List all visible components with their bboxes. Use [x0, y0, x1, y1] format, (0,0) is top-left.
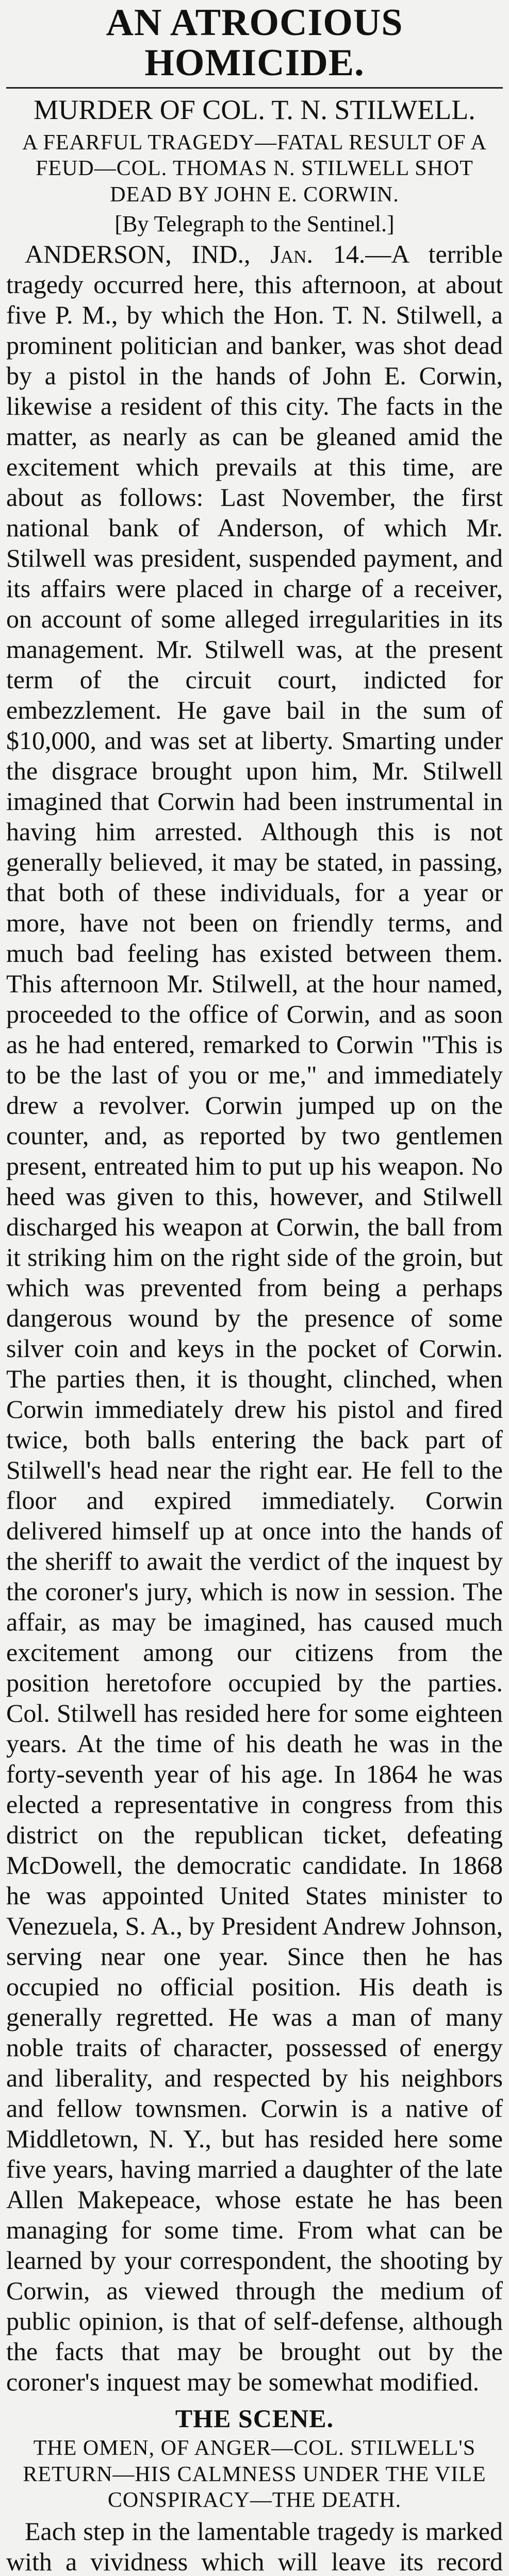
section-title: THE SCENE. — [175, 2404, 334, 2433]
article-byline: [By Telegraph to the Sentinel.] — [114, 211, 395, 237]
article-paragraph-2: Each step in the lamentable tragedy is marked with a vividness which will leave its record — [6, 2517, 503, 2576]
headline-rule — [6, 87, 503, 89]
article-headline: AN ATROCIOUS HOMICIDE. — [106, 2, 403, 84]
newspaper-column — [6, 0, 503, 2576]
article-subheadline: MURDER OF COL. T. N. STILWELL. — [34, 94, 475, 126]
article-deck: A FEARFUL TRAGEDY—FATAL RESULT OF A FEUD—COL. THOMAS N. STILWELL SHOT DEAD BY JOHN E. CORWIN. — [22, 131, 487, 207]
article-dateline: ANDERSON, IND., Jan. 14. — [25, 240, 366, 269]
article-paragraph-1 — [6, 239, 503, 2397]
paragraph-1-text: —A terrible tragedy occurred here, this afternoon, at about five P. M., by which the Hon. T. N. Stilwell, a prominent politician and banker, was shot dead by a pistol in the hands of John E. Corwin, likewise a resident of this city. The facts in the matter, as nearly as can be gleaned amid the excitement which prevails at this time, are about as follows: Last November, the first national bank of Anderson, of which Mr. Stilwell was president, suspended payment, and its affairs were placed in charge of a receiver, on account of some alleged irregularities in its management. Mr. Stilwell was, at the present term of the circuit court, indicted for embezzlement. He gave bail in the sum of $10,000, and was set at liberty. Smarting under the disgrace brought upon him, Mr. Stilwell imagined that Corwin had been instrumental in having him arrested. Although this is not generally believed, it may be stated, in passing, that both of these individuals, for a year or more, have not been on friendly terms, and much bad feeling has existed between them. This afternoon Mr. Stilwell, at the hour named, proceeded to the office of Corwin, and as soon as he had entered, remarked to Corwin "This is to be the last of you or me," and immediately drew a revolver. Corwin jumped up on the counter, and, as reported by two gentlemen present, entreated him to put up his weapon. No heed was given to this, however, and Stilwell discharged his weapon at Corwin, the ball from it striking him on the right side of the groin, but which was prevented from being a perhaps dangerous wound by the presence of some silver coin and keys in the pocket of Corwin. The parties then, it is thought, clinched, when Corwin immediately drew his pistol and fired twice, both balls entering the back part of Stilwell's head near the right ear. He fell to the floor and expired immediately. Corwin delivered himself up at once into the hands of the sheriff to await the verdict of the inquest by the coroner's jury, which is now in session. The affair, as may be imagined, has caused much excitement among our citizens from the position heretofore occupied by the parties. Col. Stilwell has resided here for some eighteen years. At the time of his death he was in the forty-seventh year of his age. In 1864 he was elected a representative in congress from this district on the republican ticket, defeating McDowell, the democratic candidate. In 1868 he was appointed United States minister to Venezuela, S. A., by President Andrew Johnson, serving near one year. Since then he has occupied no official position. His death is generally regretted. He was a man of many noble traits of character, possessed of energy and liberality, and respected by his neighbors and fellow townsmen. Corwin is a native of Middletown, N. Y., but has resided here some five years, having married a daughter of the late Allen Makepeace, whose estate he has been managing for some time. From what can be learned by your correspondent, the shooting by Corwin, as viewed through the medium of public opinion, is that of self-defense, although the facts that may be brought out by the coroner's inquest may be somewhat modified. — [6, 240, 503, 2397]
section-deck: THE OMEN, OF ANGER—COL. STILWELL'S RETURN—HIS CALMNESS UNDER THE VILE CONSPIRACY—THE DEATH. — [23, 2436, 486, 2513]
